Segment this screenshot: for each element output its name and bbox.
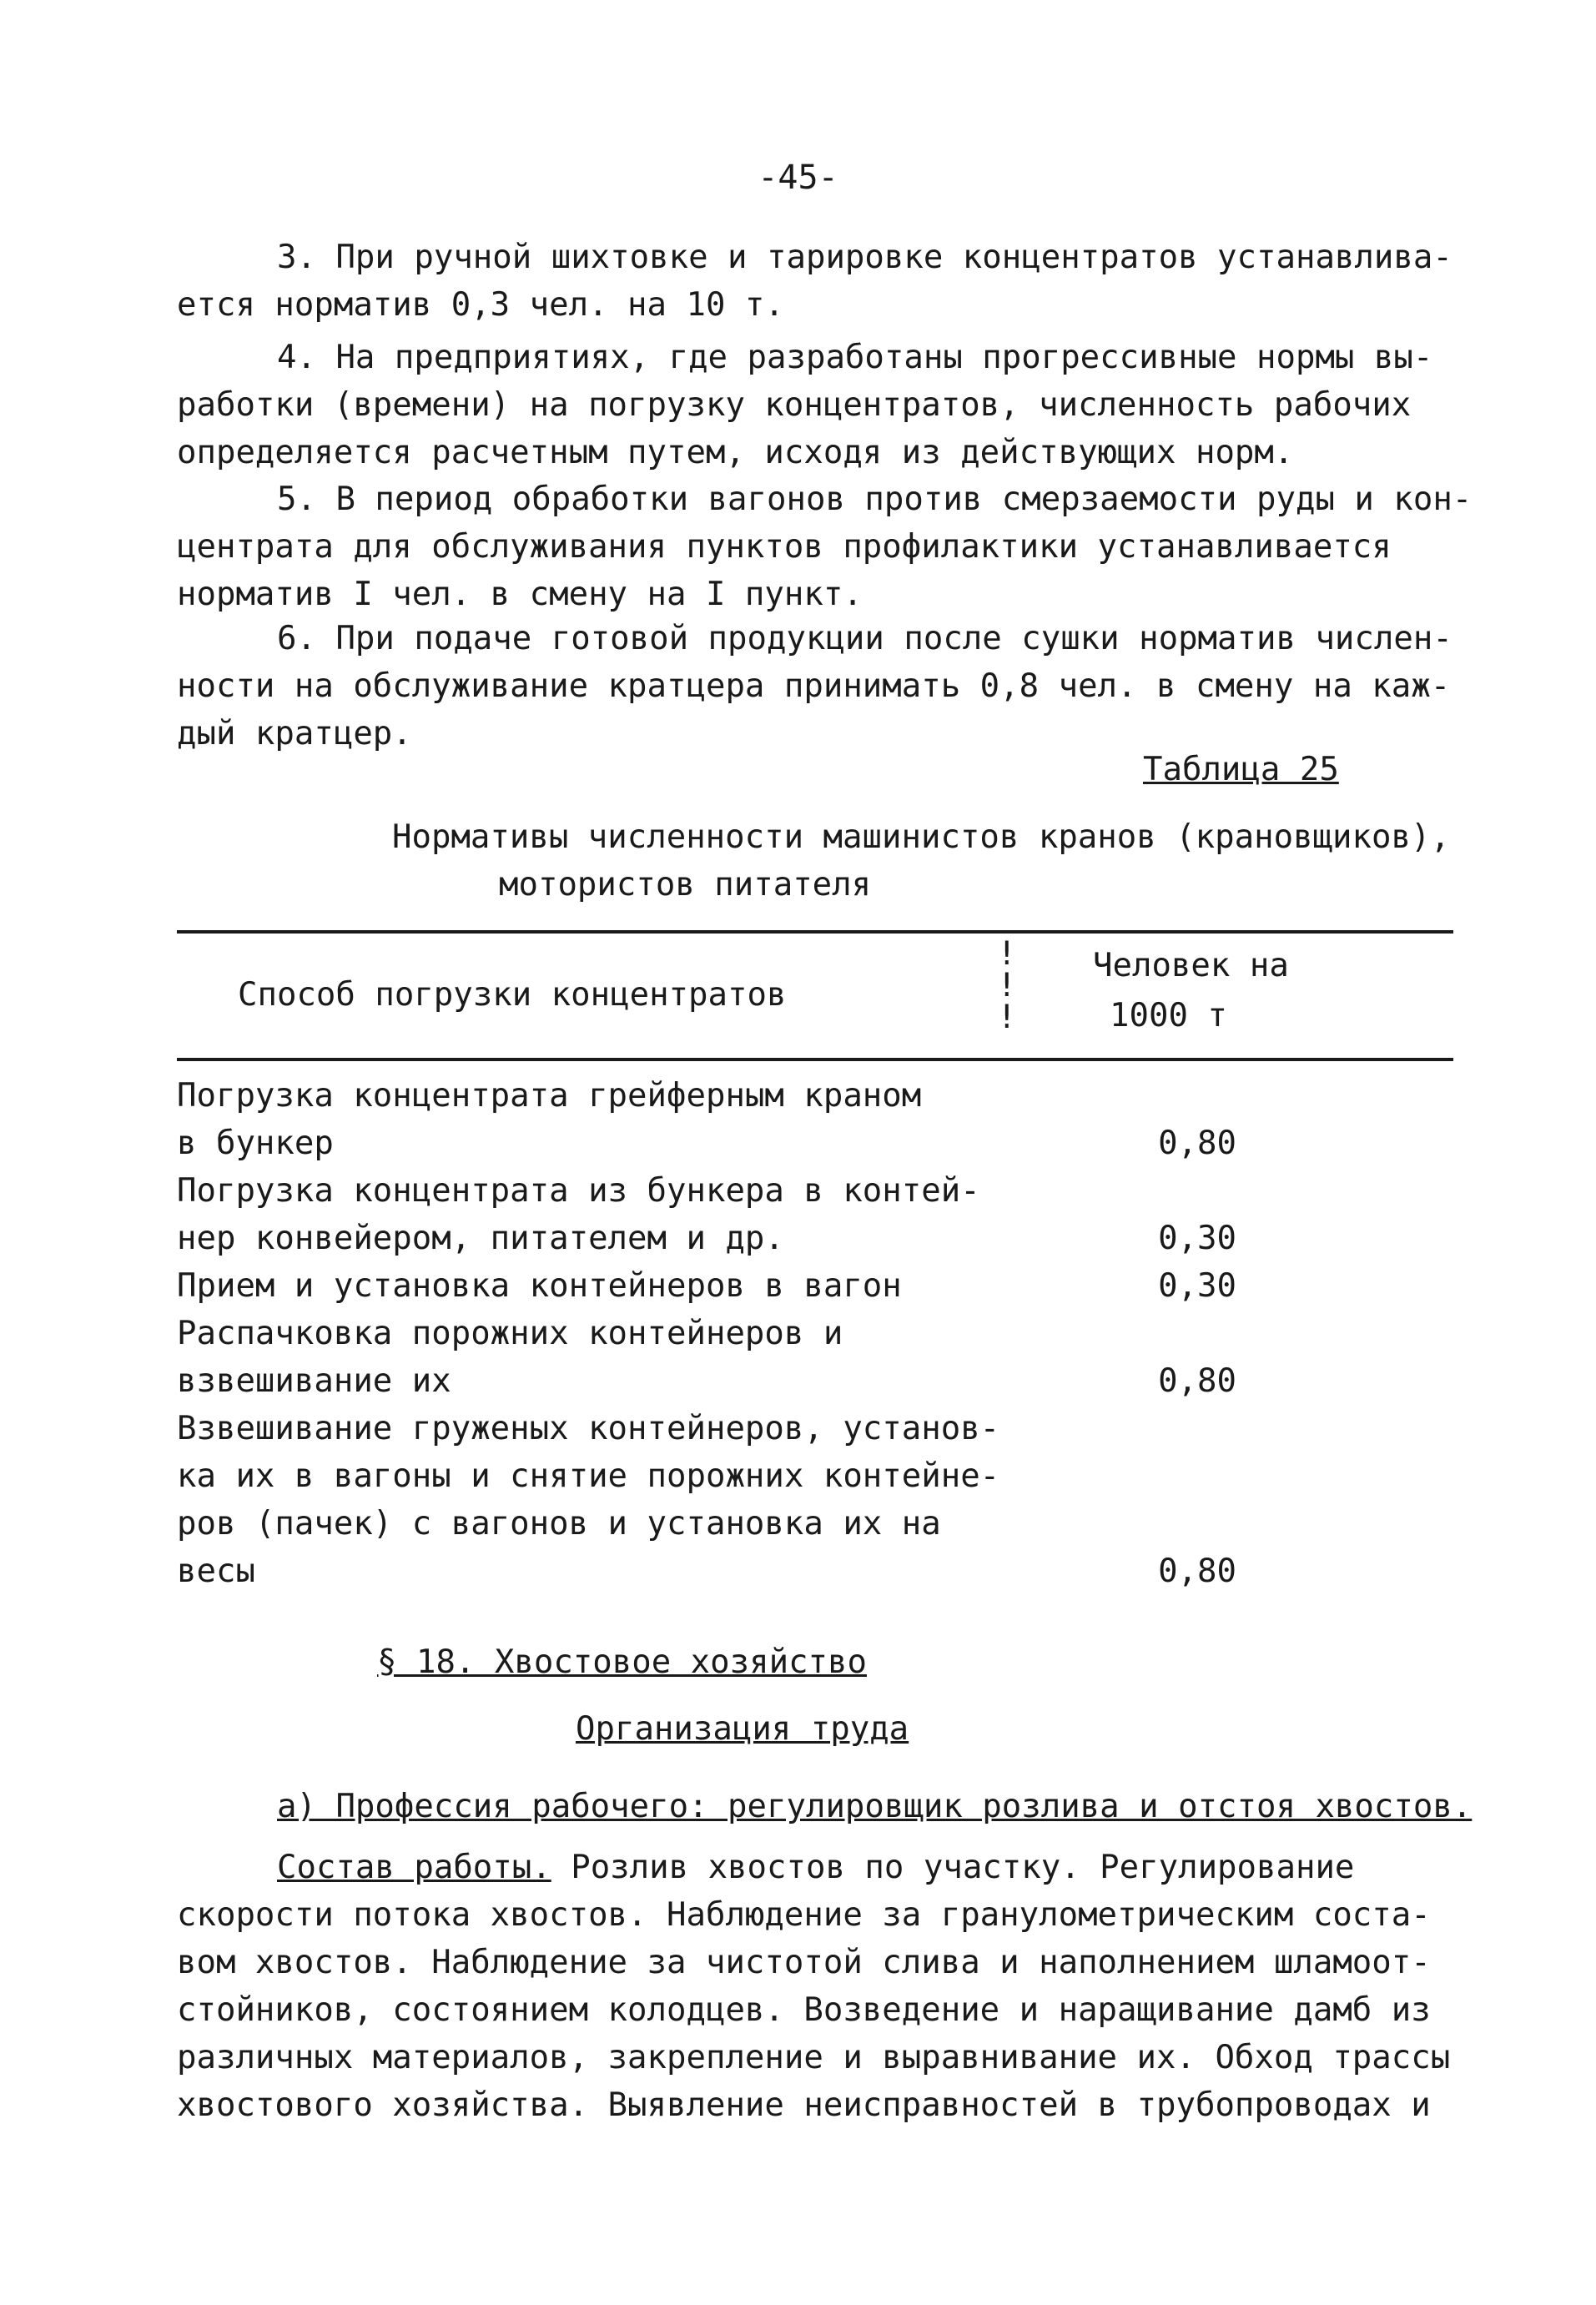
text-line: норматив I чел. в смену на I пункт. [177, 576, 863, 613]
table-title [392, 813, 1450, 908]
column-header-line: Человек на [1093, 947, 1289, 984]
table-body [177, 1072, 1453, 1595]
table-top-rule [177, 930, 1453, 934]
separator-mark: ! [997, 967, 1017, 1004]
text-line: хвостового хозяйства. Выявление неисправностей в трубопроводах и [177, 2086, 1431, 2124]
text-line: различных материалов, закрепление и выравнивание их. Обход трассы [177, 2039, 1451, 2076]
text-line: скорости потока хвостов. Наблюдение за гранулометрическим соста- [177, 1896, 1431, 1934]
composition-lead: Состав работы. [277, 1849, 551, 1886]
table-header-rule [177, 1058, 1453, 1061]
row-description [177, 1072, 1453, 1167]
text-line: ности на обслуживание кратцера принимать 0,8 чел. в смену на каж- [177, 667, 1451, 705]
row-value: 0,80 [1158, 1362, 1236, 1400]
text-line: 6. При подаче готовой продукции после сушки норматив числен- [277, 620, 1453, 657]
paragraph-4 [177, 334, 1478, 476]
row-text-line: Прием и установка контейнеров в вагон [177, 1267, 902, 1305]
row-value: 0,80 [1158, 1553, 1236, 1590]
row-text-line: в бункер [177, 1125, 334, 1162]
text-line: вом хвостов. Наблюдение за чистотой слива и наполнением шламоот- [177, 1944, 1431, 1981]
text-line: определяется расчетным путем, исходя из действующих норм. [177, 434, 1294, 471]
row-value: 0,30 [1158, 1220, 1236, 1257]
paragraph-6 [177, 615, 1478, 757]
row-text-line: Взвешивание груженых контейнеров, установ- [177, 1410, 1000, 1447]
text-line: ется норматив 0,3 чел. на 10 т. [177, 286, 784, 324]
text-line: 4. На предприятиях, где разработаны прогрессивные нормы вы- [277, 339, 1433, 376]
text-line: 3. При ручной шихтовке и тарировке концентратов устанавлива- [277, 239, 1453, 276]
separator-mark: ! [997, 999, 1017, 1036]
page-number: -45- [758, 159, 838, 197]
column-header-people [1093, 941, 1289, 1041]
table-caption: Таблица 25 [1143, 751, 1339, 788]
row-value: 0,30 [1158, 1267, 1236, 1305]
row-text-line: Погрузка концентрата грейферным краном [177, 1077, 922, 1115]
row-text-line: ров (пачек) с вагонов и установка их на [177, 1505, 941, 1543]
table-row [177, 1310, 1453, 1405]
row-value: 0,80 [1158, 1125, 1236, 1162]
text-line: дый кратцер. [177, 715, 412, 752]
text-line: 5. В период обработки вагонов против смерзаемости руды и кон- [277, 481, 1473, 518]
text-line: центрата для обслуживания пунктов профилактики устанавливается [177, 528, 1392, 566]
paragraph-5 [177, 476, 1478, 618]
row-text-line: весы [177, 1553, 255, 1590]
row-description [177, 1310, 1453, 1405]
row-text-line: Распачковка порожних контейнеров и [177, 1315, 843, 1352]
column-header-line: 1000 т [1110, 997, 1227, 1034]
row-text-line: нер конвейером, питателем и др. [177, 1220, 784, 1257]
profession-heading: а) Профессия рабочего: регулировщик розлива и отстоя хвостов. [277, 1788, 1473, 1825]
row-text-line: ка их в вагоны и снятие порожних контейне- [177, 1457, 1000, 1495]
table-row [177, 1167, 1453, 1262]
row-text-line: взвешивание их [177, 1362, 451, 1400]
row-description [177, 1167, 1453, 1262]
text-line [177, 1844, 1450, 1891]
composition-first-text: Розлив хвостов по участку. Регулирование [551, 1849, 1355, 1886]
row-description [177, 1262, 1453, 1310]
column-header-method: Способ погрузки концентратов [238, 976, 787, 1014]
text-line: стойников, состоянием колодцев. Возведение и наращивание дамб из [177, 1991, 1431, 2029]
table-row [177, 1405, 1453, 1595]
table-title-line: мотористов питателя [499, 866, 872, 903]
row-description [177, 1405, 1453, 1595]
section-heading: § 18. Хвостовое хозяйство [377, 1643, 867, 1681]
row-text-line: Погрузка концентрата из бункера в контей- [177, 1172, 980, 1210]
table-row [177, 1072, 1453, 1167]
work-composition [177, 1844, 1450, 2129]
section-subheading: Организация труда [576, 1710, 909, 1748]
paragraph-3 [177, 234, 1478, 329]
separator-mark: ! [997, 935, 1017, 973]
column-separator [997, 935, 1017, 1036]
table-title-line: Нормативы численности машинистов кранов (крановщиков), [392, 818, 1450, 856]
text-line: работки (времени) на погрузку концентратов, численность рабочих [177, 386, 1412, 424]
table-row [177, 1262, 1453, 1310]
